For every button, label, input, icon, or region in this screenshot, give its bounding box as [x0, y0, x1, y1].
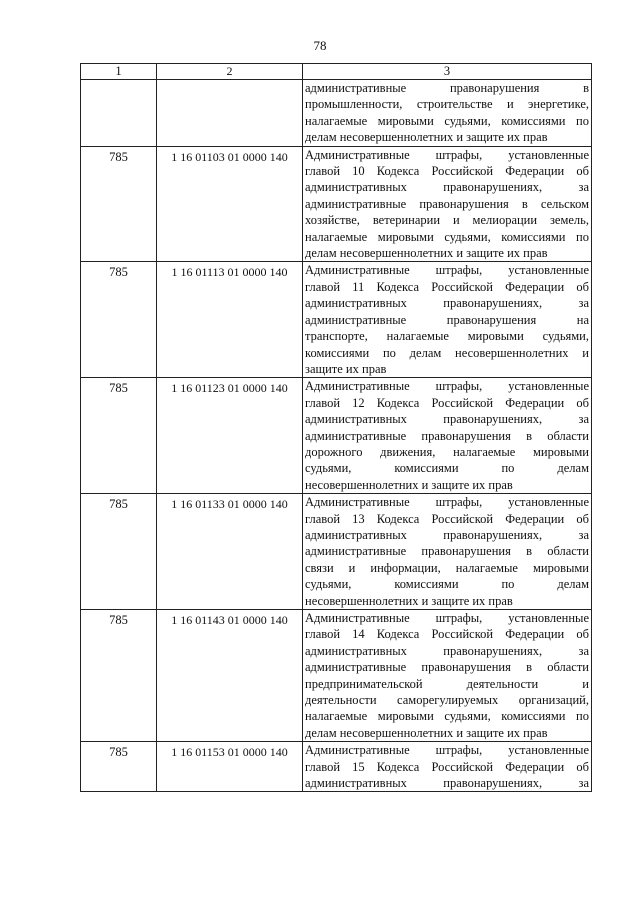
description-line: делам несовершеннолетних и защите их прав [305, 130, 548, 145]
row-number-cell [81, 494, 157, 610]
budget-code: 1 16 01133 01 0000 140 [171, 497, 288, 512]
page-number: 78 [313, 38, 327, 53]
budget-code-cell [157, 610, 303, 742]
table-row [81, 262, 592, 378]
description-line: предпринимательской деятельности и [305, 676, 589, 691]
description-line: деятельности саморегулируемых организаций, [305, 693, 589, 708]
budget-code-cell [157, 146, 303, 262]
description-line: административных правонарушениях, за [305, 296, 589, 311]
description-line: административных правонарушениях, за [305, 527, 589, 542]
description-line: налагаемые мировыми судьями, комиссиями по [305, 709, 589, 724]
description-line: административные правонарушения в [305, 81, 589, 95]
description-line: Административные штрафы, установленные [305, 495, 589, 510]
description-line: дорожного движения, налагаемые мировыми [305, 444, 589, 459]
description-cell [303, 80, 592, 147]
table-row [81, 378, 592, 494]
description-line: связи и информации, налагаемые мировыми [305, 560, 589, 575]
description-line: Административные штрафы, установленные [305, 263, 589, 278]
table-row [81, 146, 592, 262]
budget-code: 1 16 01143 01 0000 140 [171, 613, 288, 627]
row-number-cell [81, 378, 157, 494]
description-line: налагаемые мировыми судьями, комиссиями по [305, 229, 589, 244]
header-col-2: 2 [157, 64, 303, 80]
description-line: административные правонарушения в сельском [305, 196, 589, 211]
description-line: административные правонарушения в области [305, 544, 589, 559]
description-line: транспорте, налагаемые мировыми судьями, [305, 329, 589, 344]
row-number: 785 [109, 497, 128, 512]
description-line: судьями, комиссиями по делам [305, 577, 589, 592]
description-line: административных правонарушениях, за [305, 776, 589, 791]
budget-code: 1 16 01153 01 0000 140 [171, 745, 288, 760]
table-row [81, 494, 592, 610]
description-line: несовершеннолетних и защите их прав [305, 477, 513, 492]
description-line: комиссиями по делам несовершеннолетних и [305, 345, 589, 360]
description-line: делам несовершеннолетних и защите их прав [305, 246, 548, 261]
description-line: Административные штрафы, установленные [305, 611, 589, 625]
description-line: Административные штрафы, установленные [305, 147, 589, 162]
budget-code: 1 16 01103 01 0000 140 [171, 149, 288, 164]
row-number-cell [81, 80, 157, 147]
description-cell [303, 610, 592, 742]
description-line: главой 13 Кодекса Российской Федерации об [305, 511, 589, 526]
description-line: административные правонарушения на [305, 312, 589, 327]
description-cell [303, 262, 592, 378]
description-line: главой 15 Кодекса Российской Федерации об [305, 759, 589, 774]
table-row [81, 610, 592, 742]
row-number: 785 [109, 745, 128, 760]
description-line: главой 11 Кодекса Российской Федерации об [305, 279, 589, 294]
row-number: 785 [109, 265, 128, 280]
budget-code-cell [157, 378, 303, 494]
row-number-cell [81, 262, 157, 378]
description-line: административные правонарушения в области [305, 428, 589, 443]
description-line: административных правонарушениях, за [305, 412, 589, 427]
description-line: несовершеннолетних и защите их прав [305, 593, 513, 608]
description-line: защите их прав [305, 361, 387, 376]
row-number-cell [81, 146, 157, 262]
description-cell [303, 742, 592, 792]
budget-codes-table [80, 63, 592, 792]
table-header-row [81, 64, 592, 80]
row-number: 785 [109, 613, 128, 627]
description-line: главой 12 Кодекса Российской Федерации об [305, 395, 589, 410]
description-line: судьями, комиссиями по делам [305, 461, 589, 476]
description-line: хозяйстве, ветеринарии и мелиорации земель, [305, 213, 589, 228]
description-cell [303, 494, 592, 610]
description-line: налагаемые мировыми судьями, комиссиями по [305, 113, 589, 128]
budget-code-cell [157, 742, 303, 792]
budget-code-cell [157, 80, 303, 147]
budget-code [159, 80, 300, 82]
description-line: административные правонарушения в области [305, 660, 589, 675]
description-line: административных правонарушениях, за [305, 643, 589, 658]
row-number: 785 [109, 381, 128, 396]
budget-code: 1 16 01123 01 0000 140 [171, 381, 288, 396]
row-number-cell [81, 610, 157, 742]
description-cell [303, 146, 592, 262]
description-line: административных правонарушениях, за [305, 180, 589, 195]
description-cell [303, 378, 592, 494]
budget-code-cell [157, 262, 303, 378]
description-line: промышленности, строительстве и энергетике, [305, 97, 589, 112]
description-line: Административные штрафы, установленные [305, 743, 589, 758]
row-number: 785 [109, 149, 128, 164]
table-row [81, 742, 592, 792]
description-line: Административные штрафы, установленные [305, 379, 589, 394]
description-line: главой 14 Кодекса Российской Федерации об [305, 627, 589, 642]
header-col-3: 3 [303, 64, 592, 80]
header-col-1: 1 [81, 64, 157, 80]
row-number-cell [81, 742, 157, 792]
budget-code-cell [157, 494, 303, 610]
table-row [81, 80, 592, 147]
row-number [83, 80, 154, 82]
description-line: делам несовершеннолетних и защите их прав [305, 725, 548, 740]
budget-code: 1 16 01113 01 0000 140 [171, 265, 288, 280]
description-line: главой 10 Кодекса Российской Федерации об [305, 164, 589, 179]
